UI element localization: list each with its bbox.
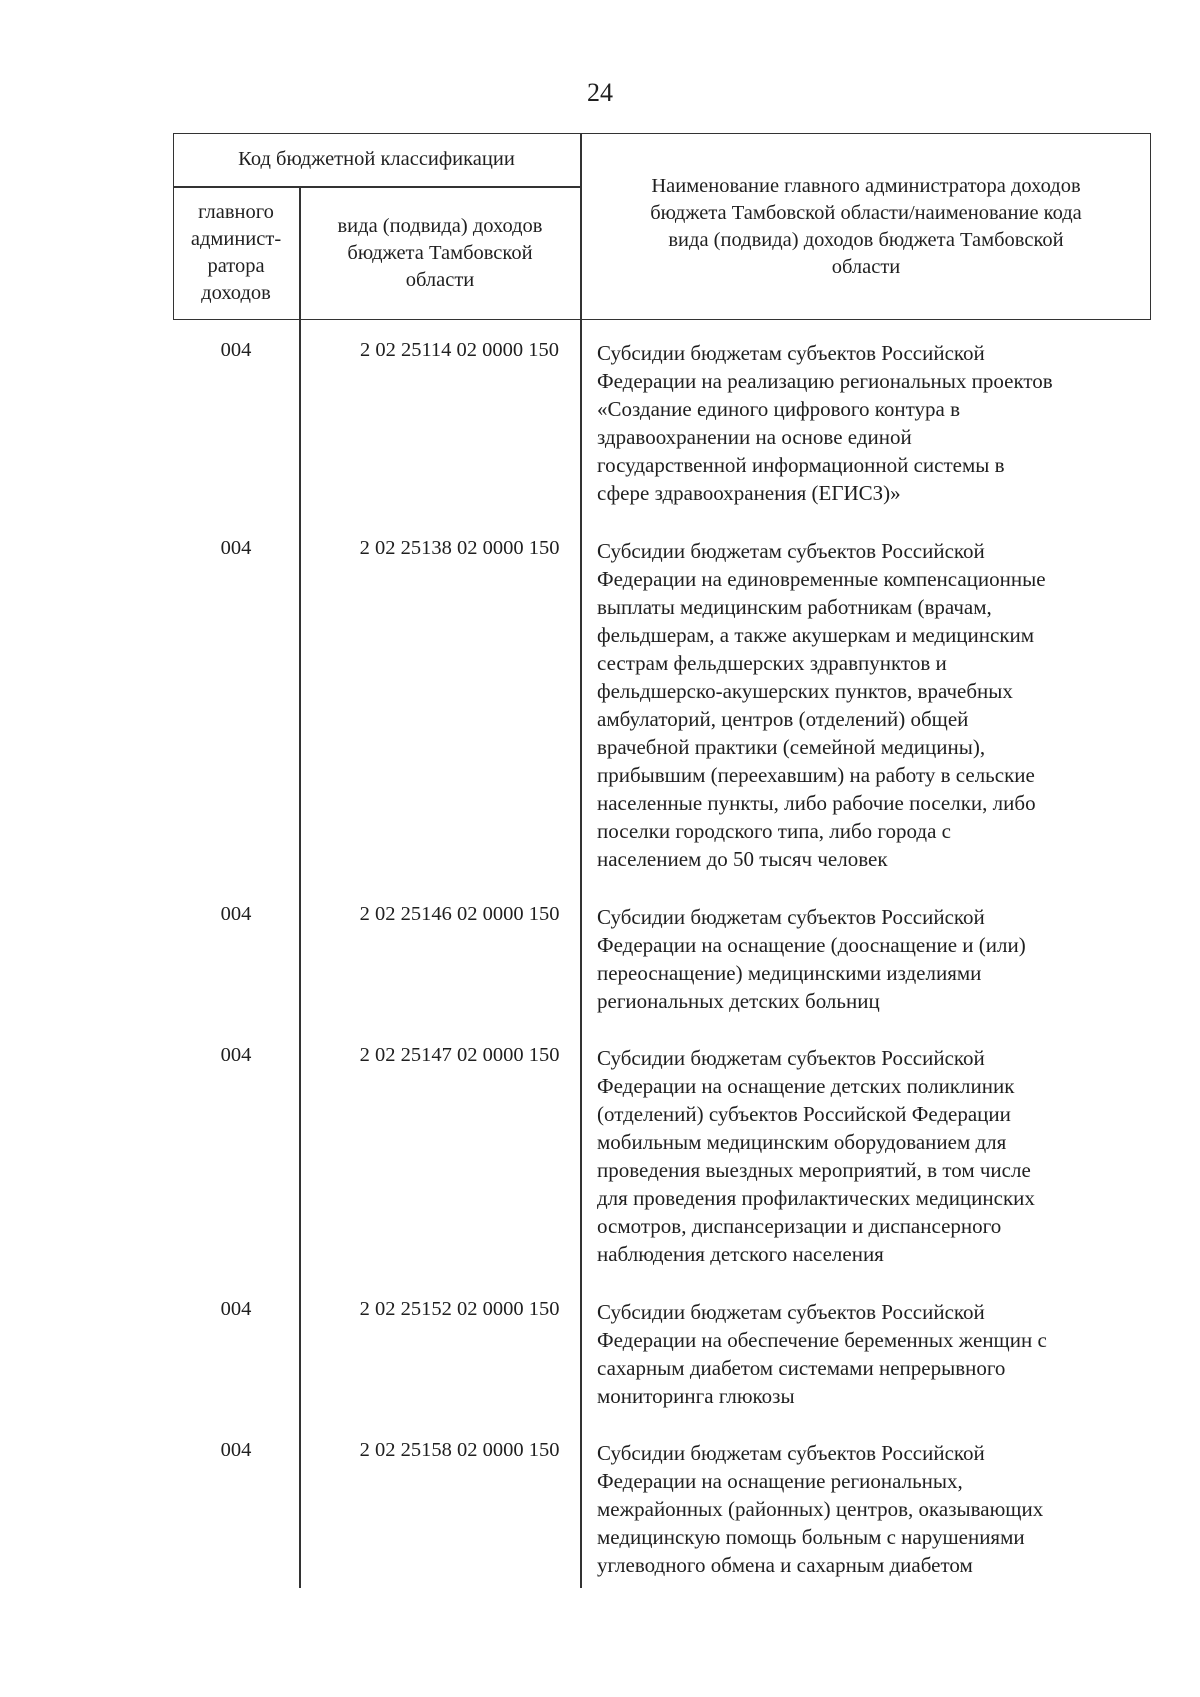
row-income-name: Субсидии бюджетам субъектов Российской Федерации на реализацию региональных проектов «Создание единого цифрового контура в здравоохранении на основе единой государственной информационной системы в сфере здравоохранения (ЕГИСЗ)» [597,341,1053,505]
row-income-name: Субсидии бюджетам субъектов Российской Федерации на оснащение региональных, межрайонных (районных) центров, оказывающих медицинскую помощь больным с нарушениями углеводного обмена и сахарным диабетом [597,1441,1044,1577]
row-income-code: 2 02 25158 02 0000 150 [359,1439,560,1461]
page-number: 24 [587,78,613,107]
row-income-code: 2 02 25114 02 0000 150 [359,339,560,361]
row-income-code: 2 02 25147 02 0000 150 [359,1044,560,1066]
row-income-code: 2 02 25138 02 0000 150 [359,537,560,559]
header-col-code: вида (подвида) доходов бюджета Тамбовской области [337,214,543,291]
header-col-admin: главного админист- ратора доходов [190,201,282,304]
table-header [173,133,1151,320]
header-group-title: Код бюджетной классификации [238,148,515,170]
row-admin-code: 004 [220,537,252,559]
row-income-name: Субсидии бюджетам субъектов Российской Федерации на оснащение детских поликлиник (отделений) субъектов Российской Федерации мобильным медицинским оборудованием для проведения выездных мероприятий, в том числе для проведения профилактических медицинских осмотров, диспансеризации и диспансерного наблюдения детского населения [597,1046,1035,1266]
row-admin-code: 004 [220,1298,252,1320]
body-divider-2 [580,320,582,1588]
row-income-name: Субсидии бюджетам субъектов Российской Федерации на обеспечение беременных женщин с сахарным диабетом системами непрерывного мониторинга глюкозы [597,1300,1047,1408]
row-admin-code: 004 [220,903,252,925]
row-income-code: 2 02 25146 02 0000 150 [359,903,560,925]
row-income-code: 2 02 25152 02 0000 150 [359,1298,560,1320]
body-divider-1 [299,320,301,1588]
row-admin-code: 004 [220,339,252,361]
row-income-name: Субсидии бюджетам субъектов Российской Федерации на единовременные компенсационные выплаты медицинским работникам (врачам, фельдшерам, а также акушеркам и медицинским сестрам фельдшерских здравпунктов и фельдшерско-акушерских пунктов, врачебных амбулаторий, центров (отделений) общей врачебной практики (семейной медицины), прибывшим (переехавшим) на работу в сельские населенные пункты, либо рабочие поселки, либо поселки городского типа, либо города с населением до 50 тысяч человек [597,539,1046,871]
row-admin-code: 004 [220,1044,252,1066]
row-income-name: Субсидии бюджетам субъектов Российской Федерации на оснащение (дооснащение и (или) переоснащение) медицинскими изделиями региональных детских больниц [597,905,1026,1013]
header-col-name: Наименование главного администратора доходов бюджета Тамбовской области/наименование кода вида (подвида) доходов бюджета Тамбовской области [650,174,1082,278]
row-admin-code: 004 [220,1439,252,1461]
